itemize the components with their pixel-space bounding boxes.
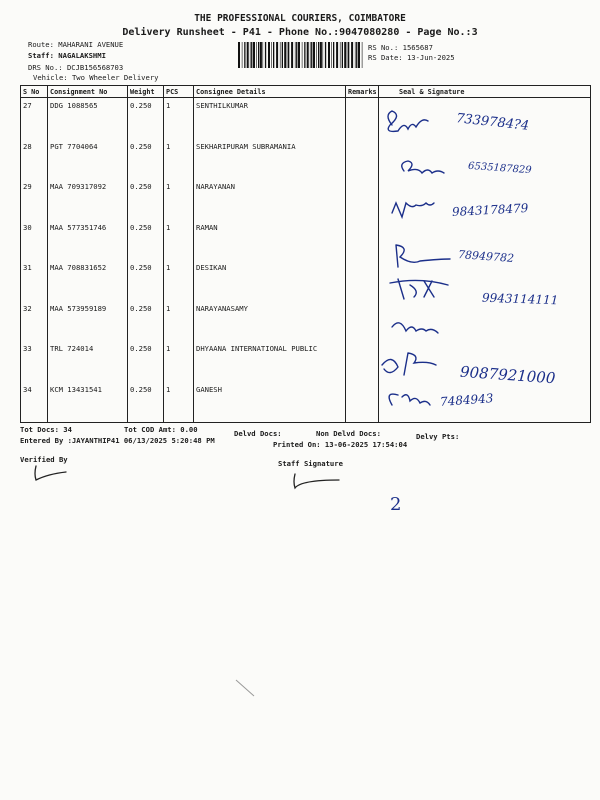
consignment-no: TRL 724014 (48, 341, 128, 382)
serial-no: 30 (21, 220, 48, 261)
pieces: 1 (164, 139, 194, 180)
pieces: 1 (164, 98, 194, 139)
consignment-no: KCM 13431541 (48, 382, 128, 423)
weight: 0.250 (128, 382, 164, 423)
handwritten-phone: 78949782 (457, 248, 515, 265)
consignee: GANESH (194, 382, 346, 423)
serial-no: 31 (21, 260, 48, 301)
consignee: RAMAN (194, 220, 346, 261)
handwritten-phone: 9087921000 (459, 362, 556, 388)
staff-signature (285, 470, 345, 492)
serial-no: 34 (21, 382, 48, 423)
weight: 0.250 (128, 98, 164, 139)
handwritten-phone: 7484943 (439, 391, 494, 409)
handwritten-phone: 9943114111 (481, 290, 559, 308)
rs-number: RS No.: 1565687 (368, 43, 433, 52)
pieces: 1 (164, 220, 194, 261)
rs-date: RS Date: 13-Jun-2025 (368, 53, 455, 62)
consignee: NARAYANAN (194, 179, 346, 220)
vehicle-label: Vehicle: Two Wheeler Delivery (33, 73, 159, 82)
pieces: 1 (164, 301, 194, 342)
verified-by-label: Verified By (20, 455, 68, 464)
verified-signature (30, 462, 70, 486)
serial-no: 28 (21, 139, 48, 180)
total-docs: Tot Docs: 34 (20, 425, 72, 434)
consignment-no: PGT 7704064 (48, 139, 128, 180)
weight: 0.250 (128, 301, 164, 342)
company-name: THE PROFESSIONAL COURIERS, COIMBATORE (194, 13, 406, 24)
pieces: 1 (164, 179, 194, 220)
consignee: SENTHILKUMAR (194, 98, 346, 139)
consignment-no: MAA 573959189 (48, 301, 128, 342)
pieces: 1 (164, 382, 194, 423)
staff-label: Staff: NAGALAKSHMI (28, 51, 106, 60)
weight: 0.250 (128, 341, 164, 382)
column-header: Consignee Details (194, 86, 346, 98)
serial-no: 32 (21, 301, 48, 342)
consignment-no: DDG 1088565 (48, 98, 128, 139)
barcode-image (238, 42, 364, 68)
weight: 0.250 (128, 260, 164, 301)
handwritten-phone: 6535187829 (467, 160, 532, 177)
consignment-no: MAA 709317092 (48, 179, 128, 220)
route-label: Route: MAHARANI AVENUE (28, 40, 124, 49)
column-header: Consignment No (48, 86, 128, 98)
handwritten-phone: 9843178479 (451, 201, 529, 219)
weight: 0.250 (128, 179, 164, 220)
handwritten-phone: 7339784?4 (455, 111, 530, 134)
handwritten-page-mark: 2 (390, 494, 402, 515)
column-header: Weight (128, 86, 164, 98)
serial-no: 33 (21, 341, 48, 382)
consignee: DHYAANA INTERNATIONAL PUBLIC (194, 341, 346, 382)
total-cod-amount: Tot COD Amt: 0.00 (124, 425, 198, 434)
consignee: DESIKAN (194, 260, 346, 301)
consignee: NARAYANASAMY (194, 301, 346, 342)
printed-on: Printed On: 13-06-2025 17:54:04 (273, 440, 408, 449)
column-header: Remarks (346, 86, 379, 98)
runsheet-title: Delivery Runsheet - P41 - Phone No.:9047080280 - Page No.:3 (122, 27, 478, 38)
column-header: Seal & Signature (379, 86, 591, 98)
weight: 0.250 (128, 139, 164, 180)
staff-signature-label: Staff Signature (278, 459, 343, 468)
weight: 0.250 (128, 220, 164, 261)
column-header: PCS (164, 86, 194, 98)
consignment-no: MAA 577351746 (48, 220, 128, 261)
non-delivered-docs: Non Delvd Docs: (316, 429, 381, 438)
pieces: 1 (164, 341, 194, 382)
consignment-no: MAA 708831652 (48, 260, 128, 301)
pieces: 1 (164, 260, 194, 301)
delivery-points: Delvy Pts: (416, 432, 460, 441)
entered-by: Entered By :JAYANTHIP41 06/13/2025 5:20:48 PM (20, 436, 215, 445)
delivered-docs: Delvd Docs: (234, 429, 282, 438)
consignee: SEKHARIPURAM SUBRAMANIA (194, 139, 346, 180)
serial-no: 27 (21, 98, 48, 139)
drs-number: DRS No.: DCJB156568703 (28, 63, 124, 72)
column-header: S No (21, 86, 48, 98)
scan-mark (230, 676, 260, 700)
serial-no: 29 (21, 179, 48, 220)
